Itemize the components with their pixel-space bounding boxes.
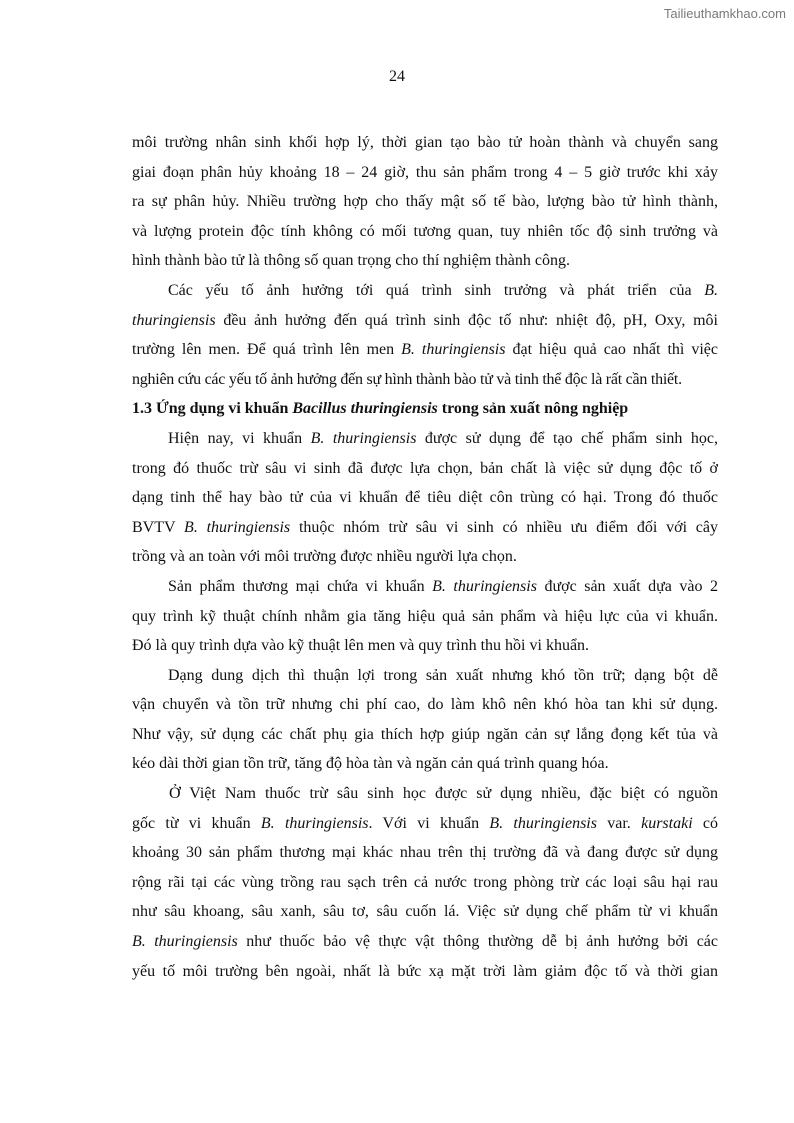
text-line: rộng rãi tại các vùng trồng rau sạch trên cả nước trong phòng trừ các loại sâu hại rau (132, 873, 718, 891)
text-line: giai đoạn phân hủy khoảng 18 – 24 giờ, thu sản phẩm trong 4 – 5 giờ trước khi xảy (132, 163, 718, 181)
text-line: hình thành bào tử là thông số quan trọng cho thí nghiệm thành công. (132, 252, 570, 270)
text-line: quy trình kỹ thuật chính nhằm gia tăng hiệu quả sản phẩm và hiệu lực của vi khuẩn. (132, 607, 718, 625)
text-line: Như vậy, sử dụng các chất phụ gia thích hợp giúp ngăn cản sự lắng đọng kết tủa và (132, 725, 718, 743)
text-line: BVTV B. thuringiensis thuộc nhóm trừ sâu vi sinh có nhiều ưu điểm đối với cây (132, 518, 719, 536)
page-number: 24 (389, 68, 405, 85)
text-line: và lượng protein độc tính không có mối tương quan, tuy nhiên tốc độ sinh trưởng và (132, 222, 718, 240)
text-line: kéo dài thời gian tồn trữ, tăng độ hòa tàn và ngăn cản quá trình quang hóa. (132, 755, 609, 773)
text-line: như sâu khoang, sâu xanh, sâu tơ, sâu cuốn lá. Việc sử dụng chế phẩm từ vi khuẩn (132, 903, 718, 921)
text-line: trồng và an toàn với môi trường được nhiều người lựa chọn. (132, 548, 517, 566)
text-line: trong đó thuốc trừ sâu vi sinh đã được lựa chọn, bản chất là việc sử dụng độc tố ở (132, 459, 718, 477)
paragraph (132, 424, 718, 572)
document-body (132, 128, 718, 986)
text-line: Các yếu tố ảnh hưởng tới quá trình sinh trưởng và phát triển của B. (168, 281, 718, 299)
text-line: Sản phẩm thương mại chứa vi khuẩn B. thuringiensis được sản xuất dựa vào 2 (168, 577, 719, 595)
watermark: Tailieuthamkhao.com (663, 6, 786, 21)
paragraph (132, 128, 718, 276)
text-line: Đó là quy trình dựa vào kỹ thuật lên men và quy trình thu hồi vi khuẩn. (132, 637, 590, 655)
paragraph (132, 779, 718, 986)
text-line: môi trường nhân sinh khối hợp lý, thời gian tạo bào tử hoàn thành và chuyển sang (132, 134, 718, 151)
text-line: yếu tố môi trường bên ngoài, nhất là bức xạ mặt trời làm giảm độc tố và thời gian (132, 962, 718, 980)
text-line: B. thuringiensis như thuốc bảo vệ thực vật thông thường dễ bị ảnh hưởng bởi các (132, 933, 719, 951)
paragraph (132, 572, 718, 661)
section-heading: 1.3 Ứng dụng vi khuẩn Bacillus thuringiensis trong sản xuất nông nghiệp (132, 400, 629, 418)
text-line: ra sự phân hủy. Nhiều trường hợp cho thấy mật số tế bào, lượng bào tử hình thành, (132, 193, 718, 211)
text-line: Ở Việt Nam thuốc trừ sâu sinh học được sử dụng nhiều, đặc biệt có nguồn (169, 785, 718, 803)
text-line: vận chuyển và tồn trữ nhưng chi phí cao, do làm khô nên khó hòa tan khi sử dụng. (132, 696, 718, 714)
text-line: nghiên cứu các yếu tố ảnh hưởng đến sự hình thành bào tử và tinh thể độc là rất cần thiết. (132, 370, 682, 388)
text-line: Dạng dung dịch thì thuận lợi trong sản xuất nhưng khó tồn trữ; dạng bột dễ (168, 666, 718, 684)
paragraph (132, 661, 718, 779)
text-line: dạng tinh thể hay bào tử của vi khuẩn để tiêu diệt côn trùng có hại. Trong đó thuốc (132, 489, 718, 507)
text-line: khoảng 30 sản phẩm thương mại khác nhau trên thị trường đã và đang được sử dụng (132, 844, 718, 862)
text-line: Hiện nay, vi khuẩn B. thuringiensis được sử dụng để tạo chế phẩm sinh học, (168, 429, 718, 447)
text-line: gốc từ vi khuẩn B. thuringiensis. Với vi khuẩn B. thuringiensis var. kurstaki có (132, 814, 719, 832)
paragraph (132, 276, 718, 394)
text-line: trường lên men. Để quá trình lên men B. thuringiensis đạt hiệu quả cao nhất thì việc (132, 341, 718, 359)
text-line: thuringiensis đều ảnh hưởng đến quá trình sinh độc tố như: nhiệt độ, pH, Oxy, môi (132, 311, 718, 329)
